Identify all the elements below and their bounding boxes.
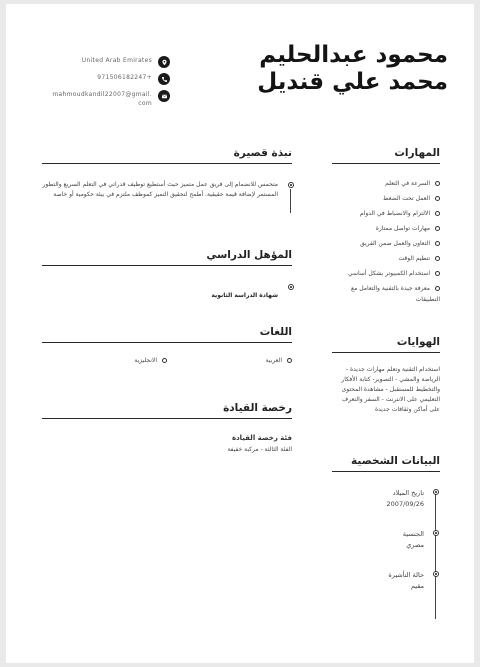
skill-item: التعاون والعمل ضمن الفريق (332, 238, 440, 249)
personal-title: البيانات الشخصية (351, 455, 440, 467)
section-rule (332, 352, 440, 353)
section-rule (42, 163, 292, 164)
education-section (42, 249, 292, 301)
section-rule (332, 163, 440, 164)
summary-section (42, 147, 292, 199)
phone-icon (158, 73, 170, 85)
hobbies-title: الهوايات (396, 336, 440, 348)
skills-title: المهارات (394, 147, 440, 159)
bullet-icon (435, 256, 440, 261)
language-item: الانجليزية (42, 355, 167, 366)
contact-location-text: United Arab Emirates (81, 57, 152, 64)
personal-item (332, 529, 436, 551)
license-heading: فئة رخصة القيادة (231, 434, 292, 442)
summary-title: نبذة قصيرة (233, 147, 292, 159)
bullet-icon (435, 226, 440, 231)
timeline-dot-icon (433, 489, 439, 495)
contact-email-text: mahmoudkandil22007@gmail.com (52, 91, 152, 107)
bullet-icon (162, 358, 167, 363)
bullet-icon (435, 271, 440, 276)
bullet-icon (287, 358, 292, 363)
contact-phone-text: 971506182247+ (97, 74, 152, 81)
personal-item (332, 488, 436, 510)
timeline-dot-icon (433, 530, 439, 536)
personal-item (332, 570, 436, 592)
bullet-icon (435, 241, 440, 246)
personal-label: الجنسية (402, 530, 424, 538)
summary-body (42, 180, 292, 199)
personal-value: مقيم (410, 582, 424, 590)
license-body (42, 433, 292, 455)
contact-email (42, 90, 170, 108)
bullet-icon (435, 286, 440, 291)
timeline-dot-icon (288, 182, 294, 188)
cv-page (6, 4, 474, 663)
languages-list (42, 355, 292, 366)
skill-item: معرفة جيدة بالتقنية والتعامل مع التطبيقات (350, 285, 440, 303)
location-icon (158, 56, 170, 68)
contact-phone (42, 73, 170, 85)
languages-section (42, 326, 292, 366)
timeline-line (290, 189, 291, 213)
education-degree: شهادة الدراسة الثانوية (211, 292, 278, 299)
bullet-icon (435, 196, 440, 201)
skill-item: الالتزام والانضباط في الدوام (332, 208, 440, 219)
personal-value: 2007/09/26 (386, 500, 424, 508)
license-section (42, 402, 292, 455)
timeline-dot-icon (288, 284, 294, 290)
skill-item: مهارات تواصل ممتازة (332, 223, 440, 234)
education-item (42, 282, 292, 301)
section-rule (42, 265, 292, 266)
skill-item: السرعة في التعلم (332, 178, 440, 189)
contact-location (42, 56, 170, 68)
license-title: رخصة القيادة (223, 402, 292, 414)
skills-section (332, 147, 440, 309)
personal-label: تاريخ الميلاد (392, 489, 424, 497)
section-rule (332, 471, 440, 472)
personal-section (332, 455, 440, 592)
section-rule (42, 342, 292, 343)
language-item: العربية (167, 355, 292, 366)
summary-text: متحمس للانضمام إلى فريق عمل متميز حيث أستطيع توظيف قدراتي في التعلم السريع والتطور المستمر لإضافة قيمة حقيقية. أطمح لتحقيق التميز كموظف ملتزم في بيئة حكومية أو خاصة (42, 181, 278, 198)
skill-item: تنظيم الوقت (332, 253, 440, 264)
personal-value: مصري (406, 541, 424, 549)
personal-label: حالة التأشيرة (388, 571, 424, 579)
candidate-name: محمود عبدالحليم محمد علي قنديل (257, 42, 448, 95)
hobbies-text: استخدام التقنية وتعلم مهارات جديدة - الرياضة والمشي - التصوير- كتابة الأفكار والتخطيط للمستقبل - مشاهدة المحتوى التعليمي على الانترنت - السفر والتعرف على أماكن وثقافات جديدة (341, 366, 440, 413)
skill-item: استخدام الكمبيوتر بشكل أساسي (332, 268, 440, 279)
section-rule (42, 418, 292, 419)
bullet-icon (435, 181, 440, 186)
bullet-icon (435, 211, 440, 216)
languages-title: اللغات (259, 326, 292, 338)
personal-timeline (332, 488, 440, 592)
license-value: الفئة الثالثة - مركبة خفيفة (227, 446, 292, 453)
skill-item: العمل تحت الضغط (332, 193, 440, 204)
timeline-dot-icon (433, 571, 439, 577)
email-icon (158, 90, 170, 102)
education-title: المؤهل الدراسي (206, 249, 292, 261)
skills-list (332, 178, 440, 305)
hobbies-section (332, 336, 440, 415)
timeline-line (435, 491, 436, 619)
